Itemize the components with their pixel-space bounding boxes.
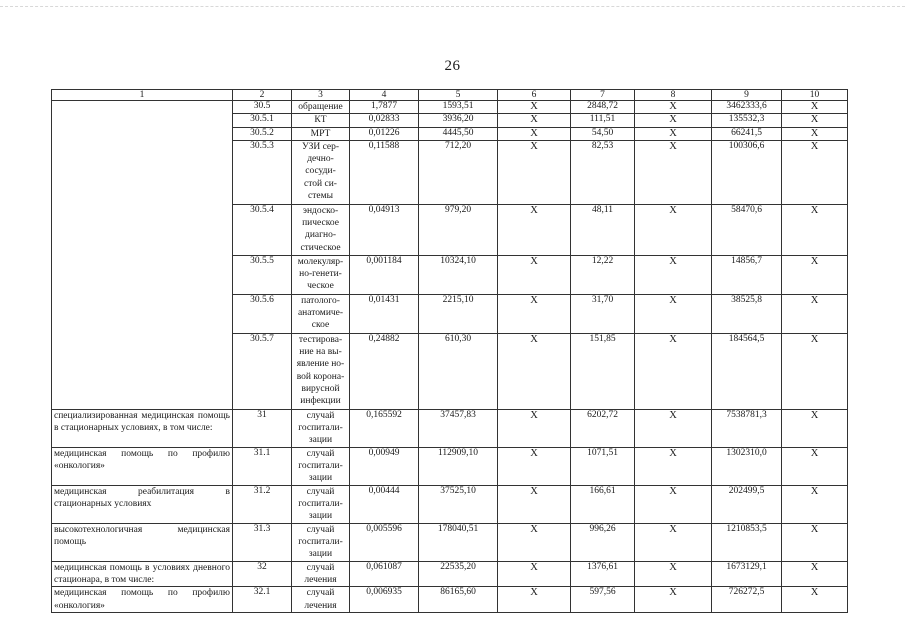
value-cell-10: X	[782, 294, 848, 333]
value-cell-6: X	[498, 333, 571, 409]
value-cell-9: 1302310,0	[712, 447, 782, 485]
value-cell-8: X	[635, 523, 712, 561]
value-cell-8: X	[635, 101, 712, 114]
value-cell-8: X	[635, 140, 712, 204]
value-cell-5: 10324,10	[419, 255, 498, 294]
code-cell: 30.5.6	[233, 294, 292, 333]
value-cell-9: 202499,5	[712, 485, 782, 523]
code-cell: 32.1	[233, 587, 292, 613]
value-cell-9: 135532,3	[712, 114, 782, 127]
value-cell-5: 712,20	[419, 140, 498, 204]
value-cell-5: 37525,10	[419, 485, 498, 523]
value-cell-9: 3462333,6	[712, 101, 782, 114]
value-cell-9: 58470,6	[712, 204, 782, 255]
value-cell-9: 7538781,3	[712, 409, 782, 447]
header-cell: 4	[350, 90, 419, 101]
value-cell-5: 4445,50	[419, 127, 498, 140]
unit-cell: УЗИ сер- дечно- сосуди- стой си- стемы	[292, 140, 350, 204]
value-cell-7: 996,26	[571, 523, 635, 561]
value-cell-5: 2215,10	[419, 294, 498, 333]
value-cell-5: 112909,10	[419, 447, 498, 485]
code-cell: 30.5.3	[233, 140, 292, 204]
value-cell-10: X	[782, 140, 848, 204]
value-cell-9: 100306,6	[712, 140, 782, 204]
unit-cell: случай лечения	[292, 561, 350, 587]
unit-cell: МРТ	[292, 127, 350, 140]
value-cell-6: X	[498, 409, 571, 447]
code-cell: 30.5.5	[233, 255, 292, 294]
value-cell-8: X	[635, 294, 712, 333]
value-cell-6: X	[498, 485, 571, 523]
value-cell-7: 1376,61	[571, 561, 635, 587]
header-cell: 1	[52, 90, 233, 101]
value-cell-9: 184564,5	[712, 333, 782, 409]
value-cell-5: 22535,20	[419, 561, 498, 587]
value-cell-10: X	[782, 587, 848, 613]
value-cell-7: 111,51	[571, 114, 635, 127]
unit-cell: КТ	[292, 114, 350, 127]
header-cell: 9	[712, 90, 782, 101]
value-cell-6: X	[498, 204, 571, 255]
table-row	[52, 409, 848, 447]
value-cell-4: 0,01431	[350, 294, 419, 333]
value-cell-9: 14856,7	[712, 255, 782, 294]
statistics-table	[51, 89, 848, 613]
unit-cell: случай госпитали- зации	[292, 447, 350, 485]
value-cell-10: X	[782, 127, 848, 140]
name-cell: медицинская помощь по профилю «онкология»	[52, 587, 233, 613]
value-cell-6: X	[498, 523, 571, 561]
value-cell-6: X	[498, 127, 571, 140]
value-cell-4: 0,006935	[350, 587, 419, 613]
name-cell: медицинская помощь в условиях дневного стационара, в том числе:	[52, 561, 233, 587]
value-cell-4: 0,11588	[350, 140, 419, 204]
value-cell-8: X	[635, 127, 712, 140]
value-cell-5: 979,20	[419, 204, 498, 255]
value-cell-6: X	[498, 447, 571, 485]
value-cell-6: X	[498, 294, 571, 333]
value-cell-4: 0,00949	[350, 447, 419, 485]
value-cell-5: 178040,51	[419, 523, 498, 561]
value-cell-7: 2848,72	[571, 101, 635, 114]
page-number: 26	[444, 58, 461, 74]
value-cell-6: X	[498, 140, 571, 204]
unit-cell: тестирова- ние на вы- явление но- вой корона- вирусной инфекции	[292, 333, 350, 409]
table-row	[52, 485, 848, 523]
unit-cell: эндоско- пическое диагно- стическое	[292, 204, 350, 255]
value-cell-7: 151,85	[571, 333, 635, 409]
value-cell-7: 12,22	[571, 255, 635, 294]
value-cell-10: X	[782, 485, 848, 523]
table-body	[52, 90, 848, 613]
value-cell-8: X	[635, 114, 712, 127]
value-cell-7: 597,56	[571, 587, 635, 613]
value-cell-5: 610,30	[419, 333, 498, 409]
header-cell: 6	[498, 90, 571, 101]
value-cell-10: X	[782, 561, 848, 587]
value-cell-6: X	[498, 561, 571, 587]
name-cell-empty	[52, 101, 233, 410]
name-cell: высокотехнологичная медицинская помощь	[52, 523, 233, 561]
value-cell-6: X	[498, 101, 571, 114]
header-cell: 7	[571, 90, 635, 101]
value-cell-7: 6202,72	[571, 409, 635, 447]
value-cell-8: X	[635, 255, 712, 294]
value-cell-5: 3936,20	[419, 114, 498, 127]
name-cell: специализированная медицинская помощь в стационарных условиях, в том числе:	[52, 409, 233, 447]
name-cell: медицинская помощь по профилю «онкология»	[52, 447, 233, 485]
value-cell-8: X	[635, 587, 712, 613]
unit-cell: случай госпитали- зации	[292, 485, 350, 523]
value-cell-8: X	[635, 485, 712, 523]
table-row	[52, 561, 848, 587]
header-cell: 2	[233, 90, 292, 101]
value-cell-4: 0,24882	[350, 333, 419, 409]
value-cell-6: X	[498, 114, 571, 127]
value-cell-4: 0,005596	[350, 523, 419, 561]
code-cell: 30.5	[233, 101, 292, 114]
code-cell: 30.5.4	[233, 204, 292, 255]
value-cell-4: 0,165592	[350, 409, 419, 447]
value-cell-8: X	[635, 561, 712, 587]
value-cell-4: 0,00444	[350, 485, 419, 523]
header-cell: 8	[635, 90, 712, 101]
unit-cell: патолого- анатомиче- ское	[292, 294, 350, 333]
value-cell-5: 1593,51	[419, 101, 498, 114]
header-cell: 5	[419, 90, 498, 101]
value-cell-9: 38525,8	[712, 294, 782, 333]
code-cell: 31	[233, 409, 292, 447]
value-cell-10: X	[782, 204, 848, 255]
value-cell-7: 54,50	[571, 127, 635, 140]
value-cell-10: X	[782, 523, 848, 561]
value-cell-5: 86165,60	[419, 587, 498, 613]
code-cell: 31.3	[233, 523, 292, 561]
scan-edge-line	[0, 6, 905, 7]
value-cell-9: 1673129,1	[712, 561, 782, 587]
value-cell-6: X	[498, 587, 571, 613]
value-cell-10: X	[782, 255, 848, 294]
value-cell-10: X	[782, 409, 848, 447]
code-cell: 30.5.1	[233, 114, 292, 127]
value-cell-7: 166,61	[571, 485, 635, 523]
value-cell-10: X	[782, 101, 848, 114]
code-cell: 31.1	[233, 447, 292, 485]
value-cell-10: X	[782, 447, 848, 485]
value-cell-4: 0,02833	[350, 114, 419, 127]
value-cell-10: X	[782, 114, 848, 127]
code-cell: 30.5.2	[233, 127, 292, 140]
header-cell: 3	[292, 90, 350, 101]
table-row	[52, 101, 848, 114]
unit-cell: молекуляр- но-генети- ческое	[292, 255, 350, 294]
value-cell-8: X	[635, 333, 712, 409]
value-cell-4: 0,001184	[350, 255, 419, 294]
value-cell-7: 82,53	[571, 140, 635, 204]
value-cell-4: 0,061087	[350, 561, 419, 587]
value-cell-7: 48,11	[571, 204, 635, 255]
unit-cell: случай госпитали- зации	[292, 409, 350, 447]
unit-cell: обращение	[292, 101, 350, 114]
code-cell: 31.2	[233, 485, 292, 523]
value-cell-4: 0,04913	[350, 204, 419, 255]
code-cell: 30.5.7	[233, 333, 292, 409]
value-cell-7: 1071,51	[571, 447, 635, 485]
value-cell-4: 0,01226	[350, 127, 419, 140]
name-cell: медицинская реабилитация в стационарных условиях	[52, 485, 233, 523]
unit-cell: случай лечения	[292, 587, 350, 613]
table-row	[52, 523, 848, 561]
value-cell-8: X	[635, 447, 712, 485]
header-cell: 10	[782, 90, 848, 101]
value-cell-10: X	[782, 333, 848, 409]
value-cell-9: 1210853,5	[712, 523, 782, 561]
value-cell-8: X	[635, 409, 712, 447]
code-cell: 32	[233, 561, 292, 587]
header-row	[52, 90, 848, 101]
value-cell-6: X	[498, 255, 571, 294]
value-cell-4: 1,7877	[350, 101, 419, 114]
value-cell-7: 31,70	[571, 294, 635, 333]
value-cell-8: X	[635, 204, 712, 255]
value-cell-5: 37457,83	[419, 409, 498, 447]
unit-cell: случай госпитали- зации	[292, 523, 350, 561]
value-cell-9: 726272,5	[712, 587, 782, 613]
value-cell-9: 66241,5	[712, 127, 782, 140]
table-row	[52, 587, 848, 613]
table-row	[52, 447, 848, 485]
